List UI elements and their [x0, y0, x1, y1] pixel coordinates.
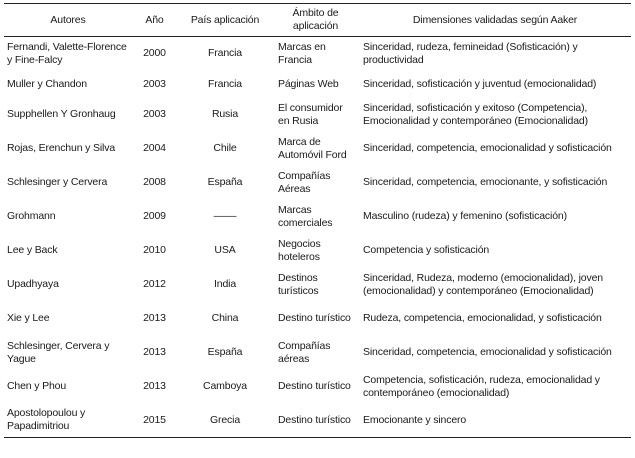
cell-dimensiones: Sinceridad, rudeza, femineidad (Sofisticación) y productividad [363, 40, 578, 66]
cell-ambito: Páginas Web [278, 77, 339, 90]
cell-anio: 2013 [143, 380, 166, 392]
table-row [4, 302, 631, 336]
cell-ambito: Destino turístico [278, 380, 351, 392]
cell-anio: 2000 [143, 47, 166, 60]
header-ambito: Ámbito de aplicación [274, 4, 357, 37]
table-row [4, 166, 631, 200]
cell-anio: 2010 [143, 244, 166, 256]
cell-pais: Francia [208, 77, 242, 90]
table-row [4, 370, 631, 404]
cell-dimensiones: Competencia, sofisticación, rudeza, emocionalidad y contemporáneo (emocionalidad) [363, 373, 600, 399]
cell-anio: 2008 [143, 176, 166, 188]
cell-autores: Schlesinger, Cervera y Yague [7, 339, 110, 365]
cell-dimensiones: Sinceridad, competencia, emocionante, y sofisticación [363, 176, 608, 188]
cell-autores: Fernandi, Valette-Florence y Fine-Falcy [7, 40, 127, 66]
cell-pais: –––– [213, 210, 237, 222]
header-pais: País aplicación [176, 4, 274, 37]
table-row [4, 132, 631, 166]
table-row [4, 336, 631, 370]
table-row [4, 268, 631, 302]
cell-ambito: Compañías aéreas [278, 339, 331, 365]
cell-dimensiones: Rudeza, competencia, emocionalidad, y sofisticación [363, 312, 602, 324]
cell-pais: China [211, 312, 239, 324]
cell-pais: Chile [213, 142, 237, 154]
cell-anio: 2003 [143, 77, 166, 90]
table-header-row [4, 4, 631, 37]
cell-anio: 2004 [143, 142, 166, 154]
cell-pais: Grecia [209, 413, 241, 426]
header-autores: Autores [4, 4, 133, 37]
cell-pais: España [207, 346, 243, 358]
cell-dimensiones: Sinceridad, competencia, emocionalidad y sofisticación [363, 346, 612, 358]
cell-autores: Rojas, Erenchun y Silva [7, 142, 116, 154]
cell-anio: 2009 [143, 210, 166, 222]
cell-ambito: Marca de Automóvil Ford [278, 135, 347, 161]
cell-ambito: Destino turístico [278, 413, 351, 426]
cell-anio: 2015 [143, 413, 166, 426]
cell-pais: Rusia [211, 108, 239, 120]
header-dimensiones: Dimensiones validadas según Aaker [357, 4, 631, 37]
cell-anio: 2012 [143, 278, 166, 290]
table-row [4, 200, 631, 234]
cell-autores: Lee y Back [7, 244, 58, 256]
cell-ambito: Negocios hoteleros [278, 237, 321, 263]
cell-dimensiones: Sinceridad, Rudeza, moderno (emocionalidad), joven (emocionalidad) y contemporáneo (Emocionalidad) [363, 271, 603, 297]
cell-dimensiones: Sinceridad, sofisticación y exitoso (Competencia), Emocionalidad y contemporáneo (Emocionalidad) [363, 101, 588, 127]
table-row [4, 71, 631, 98]
table-row [4, 98, 631, 132]
cell-dimensiones: Sinceridad, sofisticación y juventud (emocionalidad) [363, 77, 597, 90]
table-row [4, 404, 631, 438]
cell-ambito: Destino turístico [278, 312, 351, 324]
cell-anio: 2013 [143, 312, 166, 324]
cell-autores: Supphellen Y Gronhaug [7, 108, 116, 120]
cell-ambito: Destinos turísticos [278, 271, 319, 297]
cell-dimensiones: Competencia y sofisticación [363, 244, 490, 256]
cell-autores: Upadhyaya [7, 278, 59, 290]
cell-anio: 2013 [143, 346, 166, 358]
cell-pais: India [213, 278, 237, 290]
cell-dimensiones: Sinceridad, competencia, emocionalidad y sofisticación [363, 142, 612, 154]
cell-ambito: Marcas en Francia [278, 40, 326, 66]
cell-ambito: Compañías Aéreas [278, 169, 331, 195]
cell-autores: Schlesinger y Cervera [7, 176, 108, 188]
cell-dimensiones: Masculino (rudeza) y femenino (sofisticación) [363, 210, 567, 222]
aaker-dimensions-table [4, 3, 631, 438]
cell-autores: Apostolopoulou y Papadimitriou [7, 407, 86, 433]
table-row [4, 234, 631, 268]
table-row [4, 37, 631, 71]
cell-autores: Muller y Chandon [7, 77, 87, 90]
cell-autores: Grohmann [7, 210, 56, 222]
cell-anio: 2003 [143, 108, 166, 120]
cell-autores: Chen y Phou [7, 380, 67, 392]
cell-pais: Francia [208, 47, 242, 60]
cell-pais: España [207, 176, 243, 188]
cell-dimensiones: Emocionante y sincero [363, 413, 467, 426]
cell-autores: Xie y Lee [7, 312, 50, 324]
cell-ambito: Marcas comerciales [278, 203, 333, 229]
cell-pais: USA [214, 244, 236, 256]
cell-pais: Camboya [203, 380, 247, 392]
cell-ambito: El consumidor en Rusia [278, 101, 343, 127]
header-anio: Año [133, 4, 176, 37]
